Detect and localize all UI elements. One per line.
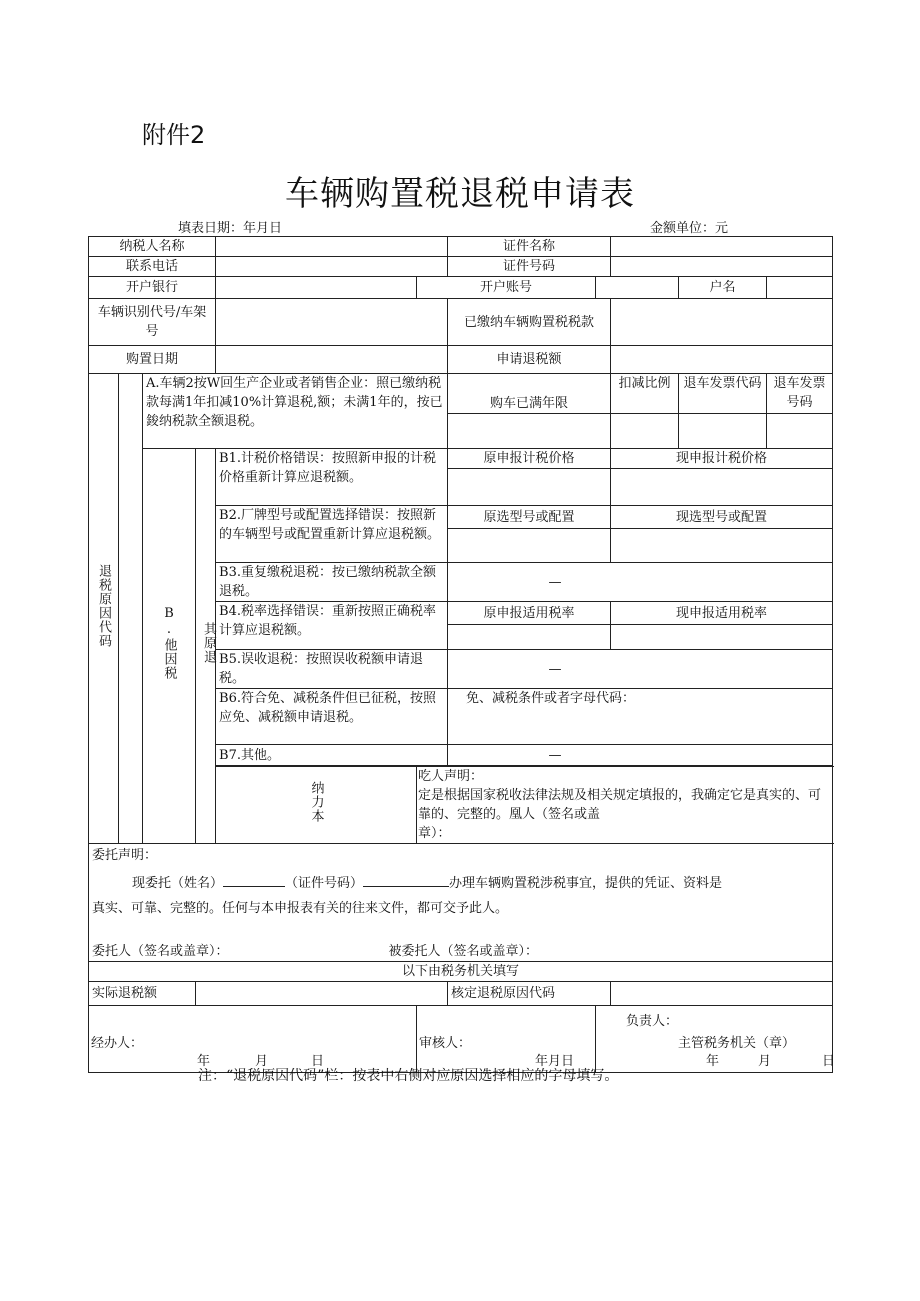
entrust-declaration: 委托声明： 现委托（姓名） （证件号码） 办理车辆购置税涉税事宜，提供的凭证、资料是 真实、可靠、完整的。任何与本申报表有关的往来文件，都可交予此人。 委托人（签名或盖章）： 被委托人（签名或盖章）： [89, 844, 833, 962]
reason-b5-text: B5.误收退税：按照误收税额申请退税。 [216, 650, 448, 689]
return-invoice-code-field[interactable] [679, 414, 767, 449]
reason-b1-text: B1.计税价格错误：按照新申报的计税价格重新计算应退税额。 [216, 449, 448, 506]
b1-new-field[interactable] [611, 469, 833, 506]
verified-code-label: 核定退税原因代码 [448, 982, 611, 1006]
b2-original-field[interactable] [448, 529, 611, 563]
principal-signature-label: 委托人（签名或盖章）： [92, 944, 229, 959]
agent-id-blank[interactable] [363, 873, 449, 887]
reason-b6-text: B6.符合免、减税条件但已征税，按照应免、减税额申请退税。 [216, 689, 448, 745]
b2-new-label: 现选型号或配置 [611, 506, 833, 529]
years-owned-field[interactable] [448, 414, 611, 449]
b7-dash: — [448, 745, 833, 766]
taxpayer-name-label: 纳税人名称 [89, 237, 216, 257]
responsible-cell[interactable]: 负责人： 主管税务机关（章） 年 月 日 [596, 1006, 833, 1073]
b6-condition-field[interactable]: 免、减税条件或者字母代码： [448, 689, 833, 745]
reason-b-label: B.他因税 [143, 449, 196, 844]
reason-code-label: 退税原因代码 [89, 374, 119, 844]
b1-original-label: 原申报计税价格 [448, 449, 611, 469]
b4-new-field[interactable] [611, 625, 833, 650]
deduction-ratio-label: 扣减比例 [611, 374, 679, 414]
b4-original-label: 原申报适用税率 [448, 602, 611, 625]
return-invoice-code-label: 退车发票代码 [679, 374, 767, 414]
cert-no-label: 证件号码 [448, 257, 611, 277]
reason-code-field[interactable] [119, 374, 143, 844]
vin-label: 车辆识别代号/车架号 [89, 299, 216, 346]
reason-b-label-2: 其原退 [196, 449, 216, 844]
years-owned-label: 购车已满年限 [448, 374, 611, 414]
b1-new-label: 现申报计税价格 [611, 449, 833, 469]
reviewer-cell[interactable]: 审核人： 年月日 [417, 1006, 596, 1073]
taxpayer-name-field[interactable] [216, 237, 448, 257]
b1-original-field[interactable] [448, 469, 611, 506]
reason-b3-text: B3.重复缴税退税：按已缴纳税款全额退税。 [216, 563, 448, 602]
reviewer-label: 审核人： [419, 1036, 472, 1051]
reason-a-text: A.车辆2按W回生产企业或者销售企业：照已缴纳税款每满1年扣减10%计算退税,额；未满1年的，按已鋑纳税款全额退税。 [143, 374, 448, 449]
tax-paid-label: 已缴纳车辆购置税税款 [448, 299, 611, 346]
refund-application-table [88, 236, 836, 1073]
reason-b4-text: B4.税率选择错误：重新按照正确税率计算应退税额。 [216, 602, 448, 650]
cert-name-label: 证件名称 [448, 237, 611, 257]
account-name-label: 户名 [679, 277, 767, 299]
tax-office-header: 以下由税务机关填写 [89, 962, 833, 982]
b4-original-field[interactable] [448, 625, 611, 650]
vin-field[interactable] [216, 299, 448, 346]
tax-paid-field[interactable] [611, 299, 833, 346]
form-title: 车辆购置税退税申请表 [285, 174, 635, 214]
deduction-ratio-field[interactable] [611, 414, 679, 449]
bank-label: 开户银行 [89, 277, 216, 299]
handler-cell[interactable]: 经办人： 年 月 日 [89, 1006, 417, 1073]
account-no-label: 开户账号 [417, 277, 596, 299]
amount-unit: 金额单位：元 [650, 221, 729, 236]
actual-refund-field[interactable] [196, 982, 448, 1006]
b3-dash: — [448, 563, 833, 602]
taxpayer-declaration: 吃人声明： 定是根据国家税收法律法规及相关规定填报的，我确定它是真实的、可靠的、完整的。凰人（签名或盖 章）： [417, 767, 833, 844]
b4-new-label: 现申报适用税率 [611, 602, 833, 625]
tax-authority-seal-label: 主管税务机关（章） [678, 1036, 796, 1051]
purchase-date-label: 购置日期 [89, 346, 216, 374]
return-invoice-no-label: 退车发票号码 [767, 374, 833, 414]
account-name-field[interactable] [767, 277, 833, 299]
actual-refund-label: 实际退税额 [89, 982, 196, 1006]
footnote: 注：“退税原因代码”栏：按表中右侧对应原因选择相应的字母填写。 [198, 1068, 619, 1084]
cert-no-field[interactable] [611, 257, 833, 277]
purchase-date-field[interactable] [216, 346, 448, 374]
account-no-field[interactable] [596, 277, 679, 299]
reason-b2-text: B2.厂牌型号或配置选择错误：按照新的车辆型号或配置重新计算应退税额。 [216, 506, 448, 563]
agent-signature-label: 被委托人（签名或盖章）： [388, 944, 539, 959]
reason-b7-text: B7.其他。 [216, 745, 448, 766]
agent-name-blank[interactable] [223, 873, 285, 887]
refund-amount-field[interactable] [611, 346, 833, 374]
return-invoice-no-field[interactable] [767, 414, 833, 449]
fill-date: 填表日期：年月日 [178, 221, 283, 236]
phone-field[interactable] [216, 257, 448, 277]
handler-label: 经办人： [91, 1036, 144, 1051]
responsible-label: 负责人： [626, 1014, 679, 1029]
phone-label: 联系电话 [89, 257, 216, 277]
b5-dash: — [448, 650, 833, 689]
b2-new-field[interactable] [611, 529, 833, 563]
attachment-label: 附件2 [142, 121, 206, 149]
verified-code-field[interactable] [611, 982, 833, 1006]
b2-original-label: 原选型号或配置 [448, 506, 611, 529]
refund-amount-label: 申请退税额 [448, 346, 611, 374]
cert-name-field[interactable] [611, 237, 833, 257]
declaration-side-label: 纳力本 [216, 767, 417, 844]
bank-field[interactable] [216, 277, 417, 299]
